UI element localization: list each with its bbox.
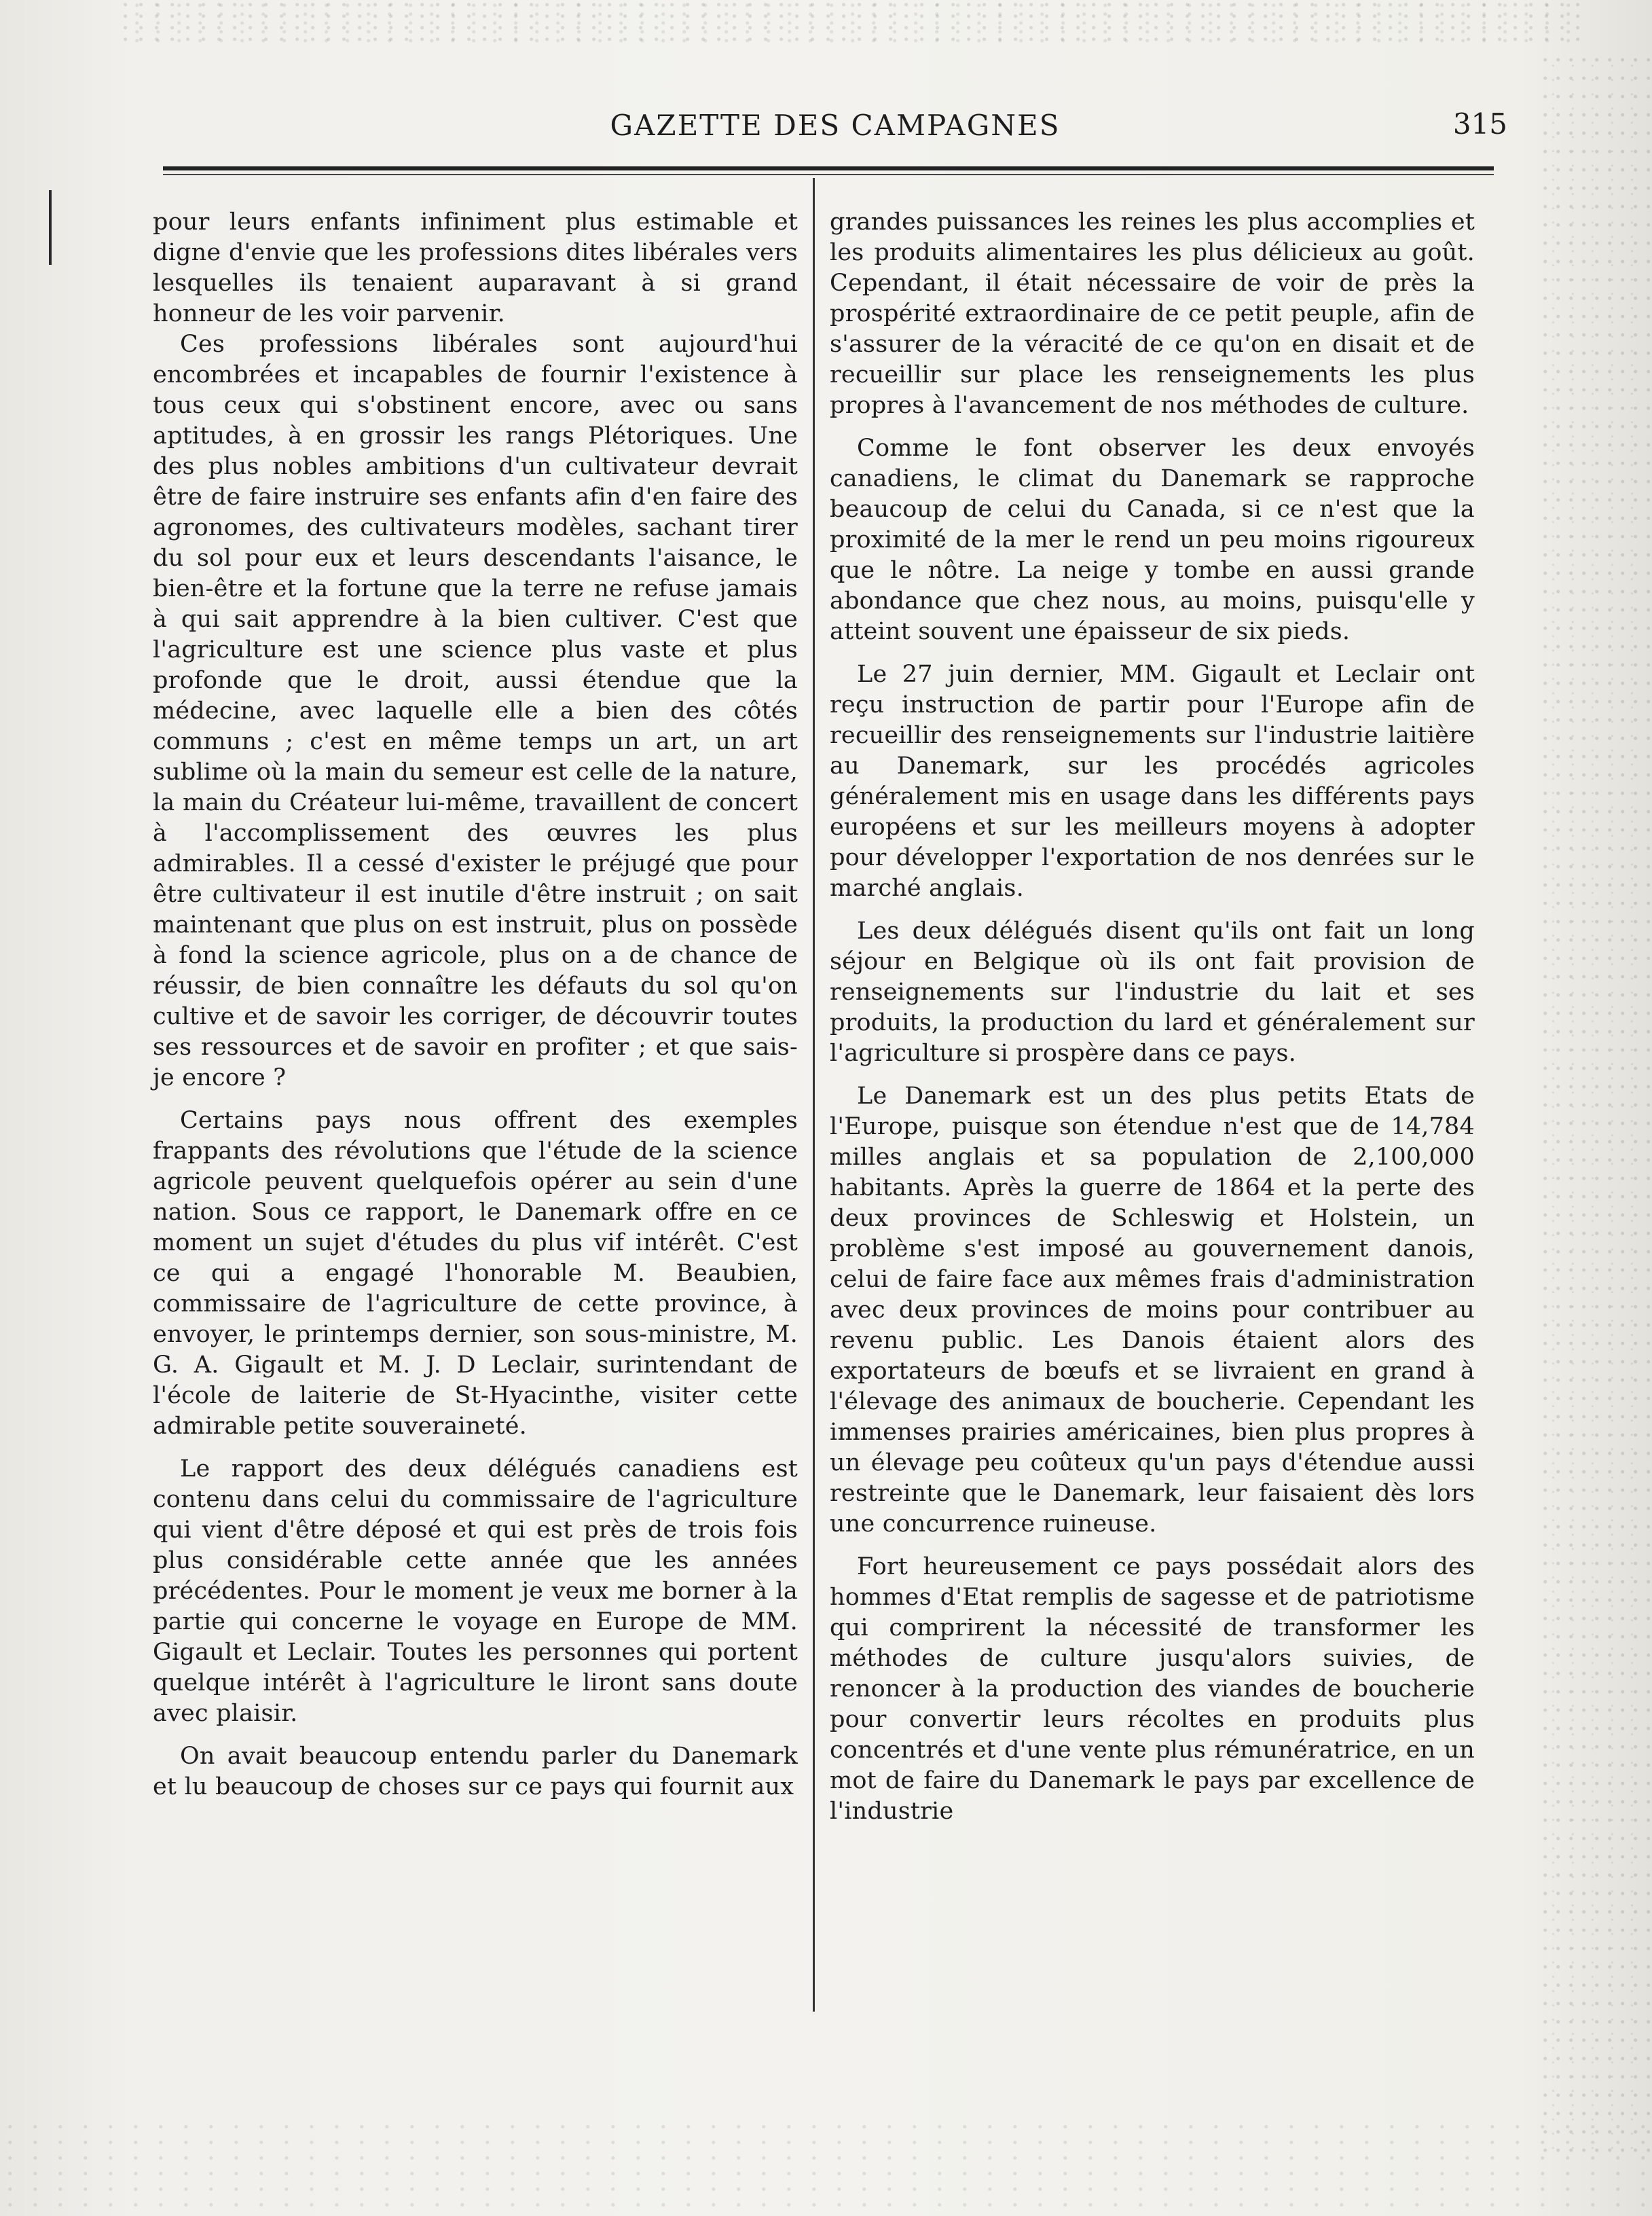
margin-mark — [49, 190, 52, 265]
page-number: 315 — [1452, 107, 1507, 141]
right-paragraph-6: Fort heureusement ce pays possédait alors des hommes d'Etat remplis de sagesse et de patriotisme qui comprirent la nécessité de transformer les méthodes de culture jusqu'alors suivies, de renoncer à la production des viandes de boucherie pour convertir leurs récoltes en produits plus concentrés et d'une vente plus rémunératrice, en un mot de faire du Danemark le pays par excellence de l'industrie — [830, 1553, 1475, 1825]
scan-noise-right — [1541, 54, 1650, 2160]
left-paragraph-4: Le rapport des deux délégués canadiens est contenu dans celui du commissaire de l'agriculture qui vient d'être déposé et qui est près de trois fois plus considérable cette année que les années précédentes. Pour le moment je veux me borner à la partie qui concerne le voyage en Europe de MM. Gigault et Leclair. Toutes les personnes qui portent quelque intérêt à l'agriculture le liront sans doute avec plaisir. — [153, 1455, 798, 1727]
left-column — [153, 207, 798, 1802]
publication-title: GAZETTE DES CAMPAGNES — [610, 109, 1061, 142]
right-paragraph-3: Le 27 juin dernier, MM. Gigault et Leclair ont reçu instruction de partir pour l'Europe afin de recueillir des renseignements sur l'industrie laitière au Danemark, sur les procédés agricoles généralement mis en usage dans les différents pays européens et sur les meilleurs moyens à adopter pour développer l'exportation de nos denrées sur le marché anglais. — [830, 661, 1475, 902]
left-paragraph-1: pour leurs enfants infiniment plus estimable et digne d'envie que les professions dites libérales vers lesquelles ils tenaient auparavant à si grand honneur de les voir parvenir. — [153, 208, 798, 327]
scan-noise-bottom — [0, 2119, 1652, 2216]
left-paragraph-2: Ces professions libérales sont aujourd'hui encombrées et incapables de fournir l'existence à tous ceux qui s'obstinent encore, avec ou sans aptitudes, à en grossir les rangs Plétoriques. Une des plus nobles ambitions d'un cultivateur devrait être de faire instruire ses enfants afin d'en faire des agronomes, des cultivateurs modèles, sachant tirer du sol pour eux et leurs descendants l'aisance, le bien-être et la fortune que la terre ne refuse jamais à qui sait apprendre à la bien cultiver. C'est que l'agriculture est une science plus vaste et plus profonde que le droit, aussi étendue que la médecine, avec laquelle elle a bien des côtés communs ; c'est en même temps un art, un art sublime où la main du semeur est celle de la nature, la main du Créateur lui-même, travaillent de concert à l'accomplissement des œuvres les plus admirables. Il a cessé d'exister le préjugé que pour être cultivateur il est inutile d'être instruit ; on sait maintenant que plus on est instruit, plus on possède à fond la science agricole, plus on a de chance de réussir, de bien connaître les défauts du sol qu'on cultive et de savoir les corriger, de découvrir toutes ses ressources et de savoir en profiter ; et que sais-je encore ? — [153, 331, 798, 1091]
right-paragraph-4: Les deux délégués disent qu'ils ont fait un long séjour en Belgique où ils ont fait provision de renseignements sur l'industrie du lait et ses produits, la production du lard et généralement sur l'agriculture si prospère dans ce pays. — [830, 918, 1475, 1067]
right-paragraph-1: grandes puissances les reines les plus accomplies et les produits alimentaires les plus délicieux au goût. Cependant, il était nécessaire de voir de près la prospérité extraordinaire de ce petit peuple, afin de s'assurer de la véracité de ce qu'on en disait et de recueillir sur place les renseignements les plus propres à l'avancement de nos méthodes de culture. — [830, 208, 1475, 419]
left-paragraph-3: Certains pays nous offrent des exemples frappants des révolutions que l'étude de la science agricole peuvent quelquefois opérer au sein d'une nation. Sous ce rapport, le Danemark offre en ce moment un sujet d'études du plus vif intérêt. C'est ce qui a engagé l'honorable M. Beaubien, commissaire de l'agriculture de cette province, à envoyer, le printemps dernier, son sous-ministre, M. G. A. Gigault et M. J. D Leclair, surintendant de l'école de laiterie de St-Hyacinthe, visiter cette admirable petite souveraineté. — [153, 1107, 798, 1440]
right-paragraph-5: Le Danemark est un des plus petits Etats de l'Europe, puisque son étendue n'est que de 14,784 milles anglais et sa population de 2,100,000 habitants. Après la guerre de 1864 et la perte des deux provinces de Schleswig et Holstein, un problème s'est imposé au gouvernement danois, celui de faire face aux mêmes frais d'administration avec deux provinces de moins pour contribuer au revenu public. Les Danois étaient alors des exportateurs de bœufs et se livraient en grand à l'élevage des animaux de boucherie. Cependant les immenses prairies américaines, bien plus propres à un élevage peu coûteux qu'un pays d'étendue aussi restreinte que le Danemark, leur faisaient dès lors une concurrence ruineuse. — [830, 1083, 1475, 1538]
page-header — [156, 102, 1507, 149]
column-divider — [813, 178, 815, 2012]
header-rule-thick — [163, 166, 1494, 170]
right-paragraph-2: Comme le font observer les deux envoyés canadiens, le climat du Danemark se rapproche beaucoup de celui du Canada, si ce n'est que la proximité de la mer le rend un peu moins rigoureux que le nôtre. La neige y tombe en aussi grande abondance que chez nous, au moins, puisqu'elle y atteint souvent une épaisseur de six pieds. — [830, 435, 1475, 645]
left-paragraph-5: On avait beaucoup entendu parler du Danemark et lu beaucoup de choses sur ce pays qui fournit aux — [153, 1743, 798, 1800]
right-column — [830, 207, 1475, 1827]
scan-noise-top — [122, 0, 1582, 48]
header-rule-thin — [163, 174, 1494, 175]
